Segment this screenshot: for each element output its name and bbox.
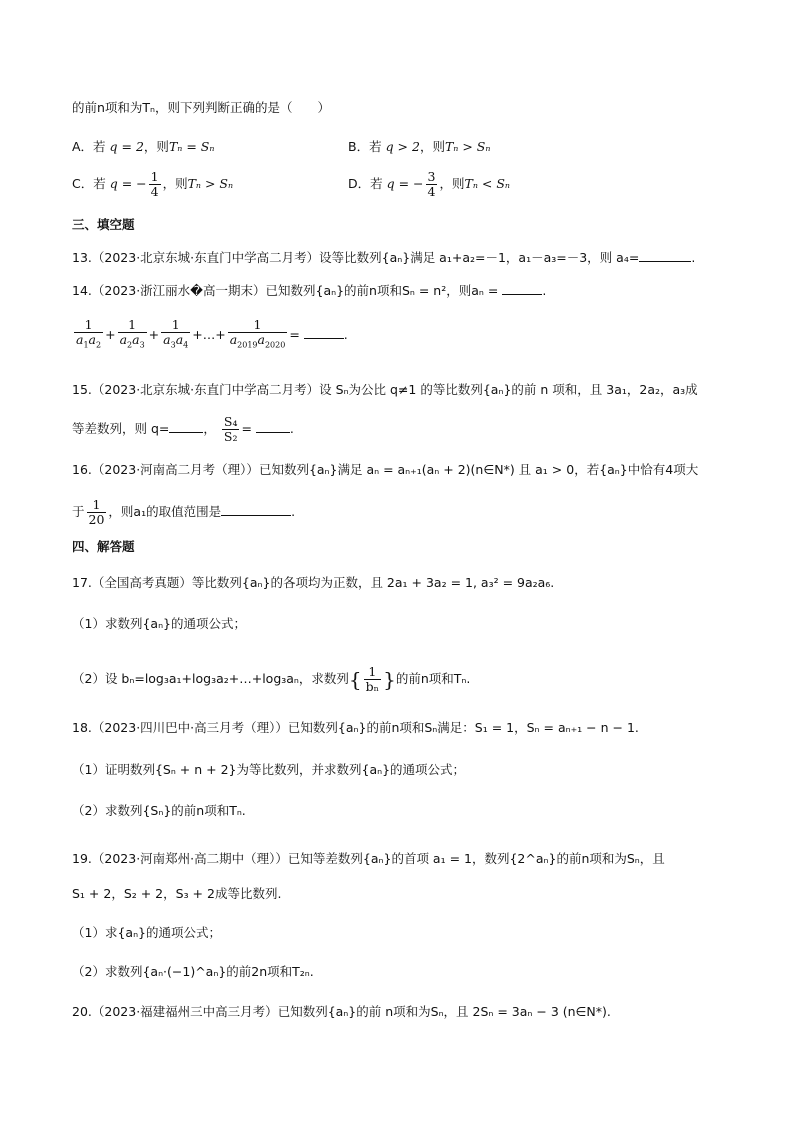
q19-part-2: （2）求数列{aₙ·(−1)^aₙ}的前2n项和T₂ₙ. [72,964,314,979]
question-15 [72,380,698,400]
question-16-cont: 于 $\frac{1}{20}$ ，则a₁的取值范围是 . [72,497,296,527]
q15-text: 设 Sₙ为公比 q≠1 的等比数列{aₙ}的前 n 项和，且 3a₁，2a₂，a₃成 [319,382,698,397]
q13-text: 设等比数列{aₙ}满足 a₁+a₂=－1，a₁－a₃=－3，则 a₄= [319,250,640,265]
q13-answer-blank[interactable] [639,249,691,262]
q17-number: 17. [72,575,92,590]
option-d-relation: Tₙ < Sₙ [464,176,510,191]
q19-part-1: （1）求{aₙ}的通项公式； [72,925,221,940]
q13-source: （2023·北京东城·东直门中学高二月考） [91,250,320,265]
question-16 [72,460,698,480]
q13-number: 13. [72,250,92,265]
option-a-then: ，则 [143,139,169,154]
option-a[interactable] [72,137,214,157]
q14-term-3: $\frac{1}{a_3a_4}$ [163,317,189,350]
option-b-then: ，则 [419,139,445,154]
q15-source: （2023·北京东城·东直门中学高二月考） [91,382,320,397]
option-d-then: ，则 [439,176,465,191]
q14-number: 14. [72,283,92,298]
q15-ratio: $\frac{\text{S₄}}{\text{S₂}}$ [223,414,238,444]
q14-term-1: $\frac{1}{a_1a_2}$ [76,317,102,350]
q14-source: （2023·浙江丽水�高一期末） [91,283,266,298]
option-c-then: ，则 [162,176,188,191]
q17-source: （全国高考真题） [91,575,192,590]
q15-number: 15. [72,382,92,397]
q20-number: 20. [72,1004,92,1019]
question-12-intro: 的前n项和为Tₙ，则下列判断正确的是（ ） [72,100,331,115]
q14-term-last: $\frac{1}{a_{2019}a_{2020}}$ [229,317,286,350]
q16-number: 16. [72,462,92,477]
q16-fraction: $\frac{1}{20}$ [88,497,105,527]
q15-answer-blank-2[interactable] [256,420,290,433]
q16-answer-blank[interactable] [221,503,291,516]
option-d-label: D．若 [348,176,383,191]
option-a-condition: q = 2 [109,139,144,154]
option-c[interactable] [72,170,233,199]
q20-source: （2023·福建福州三中高三月考） [91,1004,278,1019]
option-d-fraction: $\frac{3}{4}$ [427,169,436,199]
q18-text: 已知数列{aₙ}的前n项和Sₙ满足：S₁ = 1，Sₙ = aₙ₊₁ − n − 1. [287,720,639,735]
q17-text: 等比数列{aₙ}的各项均为正数，且 2a₁ + 3a₂ = 1, a₃² = 9a₂a₆. [191,575,555,590]
q18-source: （2023·四川巴中·高三月考（理）） [91,720,288,735]
q16-source: （2023·河南高二月考（理）） [91,462,259,477]
q14-term-2: $\frac{1}{a_2a_3}$ [119,317,145,350]
option-b[interactable] [348,137,490,157]
q19-number: 19. [72,851,92,866]
q15-answer-blank-1[interactable] [169,420,203,433]
option-d-condition: q = − [386,176,424,191]
option-b-relation: Tₙ > Sₙ [444,139,491,154]
question-17 [72,573,554,593]
q18-part-2: （2）求数列{Sₙ}的前n项和Tₙ. [72,803,246,818]
option-a-label: A．若 [72,139,106,154]
q17-reciprocal-fraction: $\frac{1}{\text{bₙ}}$ [365,664,380,694]
option-c-label: C．若 [72,176,106,191]
q14-text: 已知数列{aₙ}的前n项和Sₙ = n²，则aₙ = [265,283,499,298]
q14-answer-blank-2[interactable] [304,326,344,339]
question-15-cont: 等差数列，则 q= ， $\frac{\text{S₄}}{\text{S₂}}$ = . [72,414,294,444]
option-c-relation: Tₙ > Sₙ [187,176,234,191]
question-20 [72,1002,611,1022]
question-13: 13.（2023·北京东城·东直门中学高二月考）设等比数列{aₙ}满足 a₁+a₂=－1，a₁－a₃=－3，则 a₄= . [72,250,696,265]
option-a-relation: Tₙ = Sₙ [168,139,215,154]
option-c-fraction: $\frac{1}{4}$ [150,169,159,199]
question-18 [72,718,639,738]
section-fill-in: 三、填空题 [72,217,135,232]
q18-part-1: （1）证明数列{Sₙ + n + 2}为等比数列，并求数列{aₙ}的通项公式； [72,762,466,777]
section-answer: 四、解答题 [72,539,135,554]
q19-text-cont: S₁ + 2，S₂ + 2，S₃ + 2成等比数列. [72,886,282,901]
q19-source: （2023·河南郑州·高二期中（理）） [91,851,288,866]
question-14: 14.（2023·浙江丽水�高一期末）已知数列{aₙ}的前n项和Sₙ = n²，则aₙ = . [72,283,547,298]
q18-number: 18. [72,720,92,735]
q14-sum-expression: $\frac{1}{a_1a_2}$ + $\frac{1}{a_2a_3}$ + $\frac{1}{a_3a_4}$ +…+ $\frac{1}{a_{2019}a_{2020}}$ = . [72,318,348,353]
q19-text: 已知等差数列{aₙ}的首项 a₁ = 1，数列{2^aₙ}的前n项和为Sₙ，且 [287,851,665,866]
question-19 [72,849,665,869]
q14-answer-blank-1[interactable] [502,282,542,295]
q17-part-1: （1）求数列{aₙ}的通项公式； [72,616,246,631]
option-b-label: B．若 [348,139,382,154]
option-b-condition: q > 2 [385,139,420,154]
q16-text: 已知数列{aₙ}满足 aₙ = aₙ₊₁(aₙ + 2)(n∈N*) 且 a₁ > 0，若{aₙ}中恰有4项大 [258,462,699,477]
q20-text: 已知数列{aₙ}的前 n项和为Sₙ，且 2Sₙ = 3aₙ − 3 (n∈N*). [277,1004,611,1019]
q17-part-2: （2）设 bₙ=log₃a₁+log₃a₂+…+log₃aₙ，求数列{ $\frac{1}{\text{bₙ}}$ }的前n项和Tₙ. [72,664,471,694]
option-d[interactable] [348,170,510,199]
option-c-condition: q = − [109,176,147,191]
